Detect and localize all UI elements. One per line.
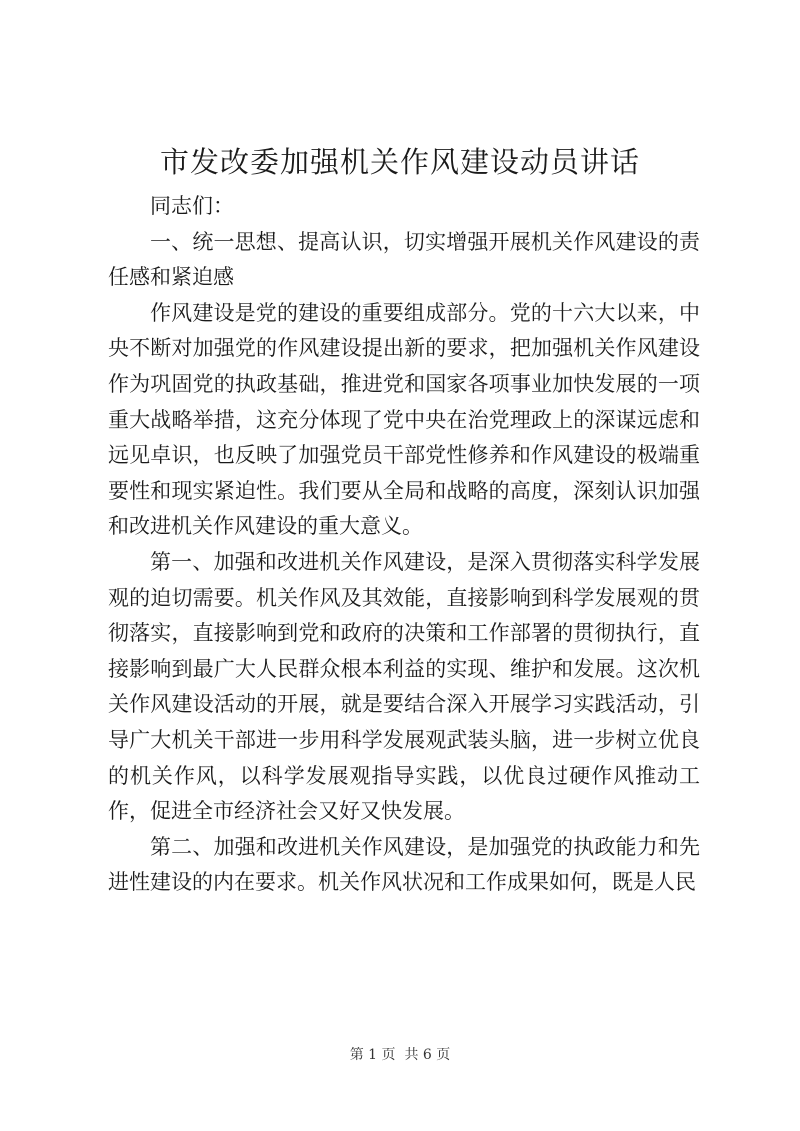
body-paragraph: 第二、加强和改进机关作风建设，是加强党的执政能力和先进性建设的内在要求。机关作风状况和工作成果如何，既是人民 <box>108 834 700 895</box>
document-title: 市发改委加强机关作风建设动员讲话 <box>159 145 640 179</box>
salutation-paragraph: 同志们： <box>150 194 234 218</box>
page-number-footer: 第 1 页 共 6 页 <box>349 1047 451 1063</box>
body-paragraph: 作风建设是党的建设的重要组成部分。党的十六大以来，中央不断对加强党的作风建设提出新的要求，把加强机关作风建设作为巩固党的执政基础，推进党和国家各项事业加快发展的一项重大战略举措，这充分体现了党中央在治党理政上的深谋远虑和远见卓识，也反映了加强党员干部党性修养和作风建设的极端重要性和现实紧迫性。我们要从全局和战略的高度，深刻认识加强和改进机关作风建设的重大意义。 <box>108 300 700 539</box>
body-paragraph: 第一、加强和改进机关作风建设，是深入贯彻落实科学发展观的迫切需要。机关作风及其效能，直接影响到科学发展观的贯彻落实，直接影响到党和政府的决策和工作部署的贯彻执行，直接影响到最广大人民群众根本利益的实现、维护和发展。这次机关作风建设活动的开展，就是要结合深入开展学习实践活动，引导广大机关干部进一步用科学发展观武装头脑，进一步树立优良的机关作风，以科学发展观指导实践，以优良过硬作风推动工作，促进全市经济社会又好又快发展。 <box>108 549 700 824</box>
document-body <box>108 189 700 901</box>
section-heading-paragraph: 一、统一思想、提高认识，切实增强开展机关作风建设的责任感和紧迫感 <box>108 229 700 290</box>
